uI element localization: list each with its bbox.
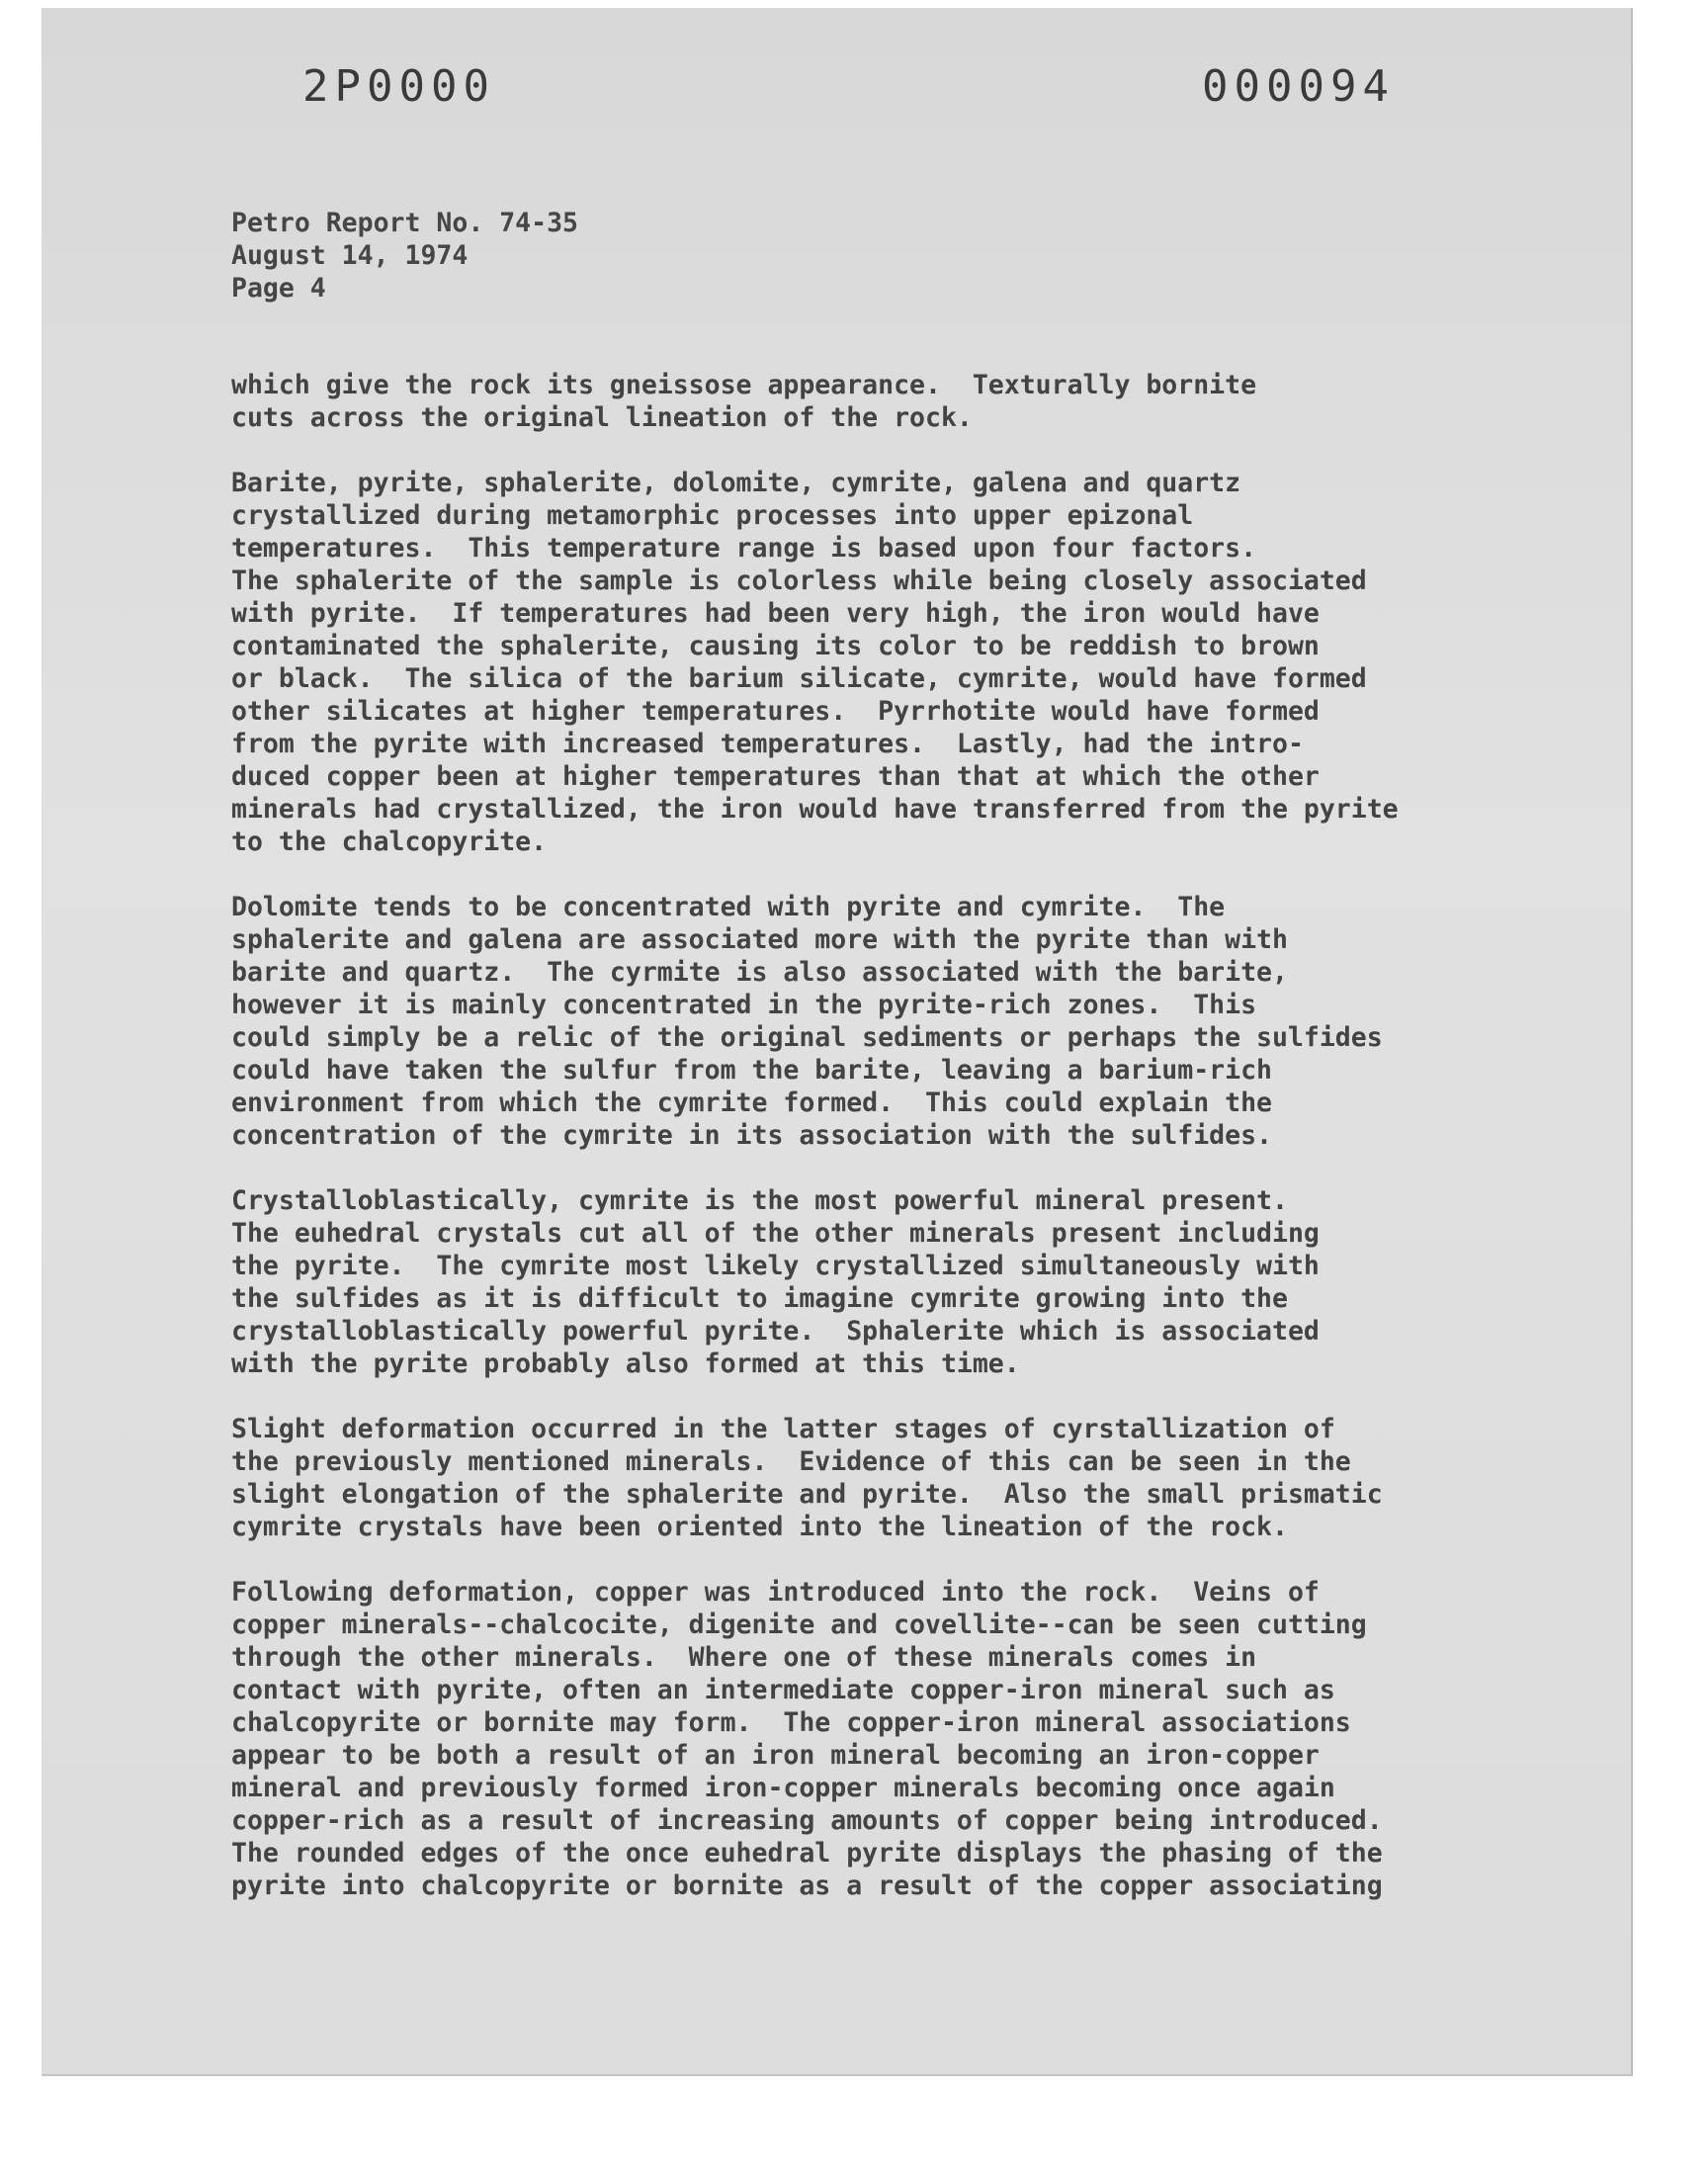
text-line: however it is mainly concentrated in the pyrite-rich zones. This [231, 990, 1257, 1020]
document-stamp-left: 2P0000 [302, 61, 495, 112]
report-body [231, 369, 1496, 1935]
text-line: the previously mentioned minerals. Evidence of this can be seen in the [231, 1446, 1351, 1477]
paragraph [231, 1576, 1496, 1902]
paragraph [231, 1184, 1496, 1380]
text-line: crystalloblastically powerful pyrite. Sphalerite which is associated [231, 1316, 1320, 1347]
text-line: minerals had crystallized, the iron would have transferred from the pyrite [231, 794, 1399, 825]
text-line: pyrite into chalcopyrite or bornite as a result of the copper associating [231, 1870, 1383, 1901]
paragraph [231, 467, 1496, 858]
report-date: August 14, 1974 [231, 240, 469, 271]
text-line: Dolomite tends to be concentrated with pyrite and cymrite. The [231, 892, 1226, 922]
text-line: cuts across the original lineation of the rock. [231, 402, 973, 433]
text-line: copper-rich as a result of increasing amounts of copper being introduced. [231, 1805, 1383, 1836]
text-line: copper minerals--chalcocite, digenite and covellite--can be seen cutting [231, 1610, 1367, 1640]
text-line: could have taken the sulfur from the barite, leaving a barium-rich [231, 1055, 1272, 1086]
text-line: Slight deformation occurred in the latter stages of cyrstallization of [231, 1414, 1335, 1444]
paragraph [231, 891, 1496, 1152]
text-line: from the pyrite with increased temperatures. Lastly, had the intro- [231, 729, 1304, 759]
text-line: sphalerite and galena are associated more with the pyrite than with [231, 924, 1288, 955]
text-line: environment from which the cymrite formed. This could explain the [231, 1088, 1272, 1118]
text-line: cymrite crystals have been oriented into the lineation of the rock. [231, 1512, 1288, 1542]
text-line: mineral and previously formed iron-copper minerals becoming once again [231, 1773, 1335, 1803]
text-line: concentration of the cymrite in its association with the sulfides. [231, 1120, 1272, 1151]
text-line: the sulfides as it is difficult to imagine cymrite growing into the [231, 1283, 1288, 1314]
text-line: contact with pyrite, often an intermediate copper-iron mineral such as [231, 1675, 1335, 1705]
page-number: Page 4 [231, 273, 326, 304]
text-line: through the other minerals. Where one of these minerals comes in [231, 1642, 1257, 1673]
report-header [231, 207, 578, 304]
text-line: appear to be both a result of an iron mineral becoming an iron-copper [231, 1740, 1320, 1771]
text-line: Barite, pyrite, sphalerite, dolomite, cymrite, galena and quartz [231, 468, 1241, 498]
text-line: with pyrite. If temperatures had been very high, the iron would have [231, 598, 1320, 629]
text-line: which give the rock its gneissose appearance. Texturally bornite [231, 370, 1257, 400]
text-line: The euhedral crystals cut all of the other minerals present including [231, 1218, 1320, 1249]
text-line: temperatures. This temperature range is based upon four factors. [231, 533, 1257, 564]
document-stamp-right: 000094 [1202, 61, 1395, 112]
text-line: the pyrite. The cymrite most likely crystallized simultaneously with [231, 1251, 1320, 1281]
text-line: other silicates at higher temperatures. Pyrrhotite would have formed [231, 696, 1320, 727]
text-line: Following deformation, copper was introduced into the rock. Veins of [231, 1577, 1320, 1608]
text-line: chalcopyrite or bornite may form. The copper-iron mineral associations [231, 1707, 1351, 1738]
text-line: The sphalerite of the sample is colorless while being closely associated [231, 566, 1367, 596]
text-line: crystallized during metamorphic processes into upper epizonal [231, 500, 1194, 531]
paragraph [231, 1413, 1496, 1543]
text-line: barite and quartz. The cyrmite is also associated with the barite, [231, 957, 1288, 988]
text-line: with the pyrite probably also formed at this time. [231, 1348, 1020, 1379]
paragraph [231, 369, 1496, 434]
text-line: Crystalloblastically, cymrite is the most powerful mineral present. [231, 1185, 1288, 1216]
text-line: to the chalcopyrite. [231, 826, 548, 857]
report-number: Petro Report No. 74-35 [231, 208, 578, 238]
text-line: contaminated the sphalerite, causing its color to be reddish to brown [231, 631, 1320, 661]
text-line: The rounded edges of the once euhedral pyrite displays the phasing of the [231, 1838, 1383, 1869]
text-line: could simply be a relic of the original sediments or perhaps the sulfides [231, 1022, 1383, 1053]
text-line: slight elongation of the sphalerite and pyrite. Also the small prismatic [231, 1479, 1383, 1510]
text-line: duced copper been at higher temperatures than that at which the other [231, 761, 1320, 792]
text-line: or black. The silica of the barium silicate, cymrite, would have formed [231, 663, 1367, 694]
